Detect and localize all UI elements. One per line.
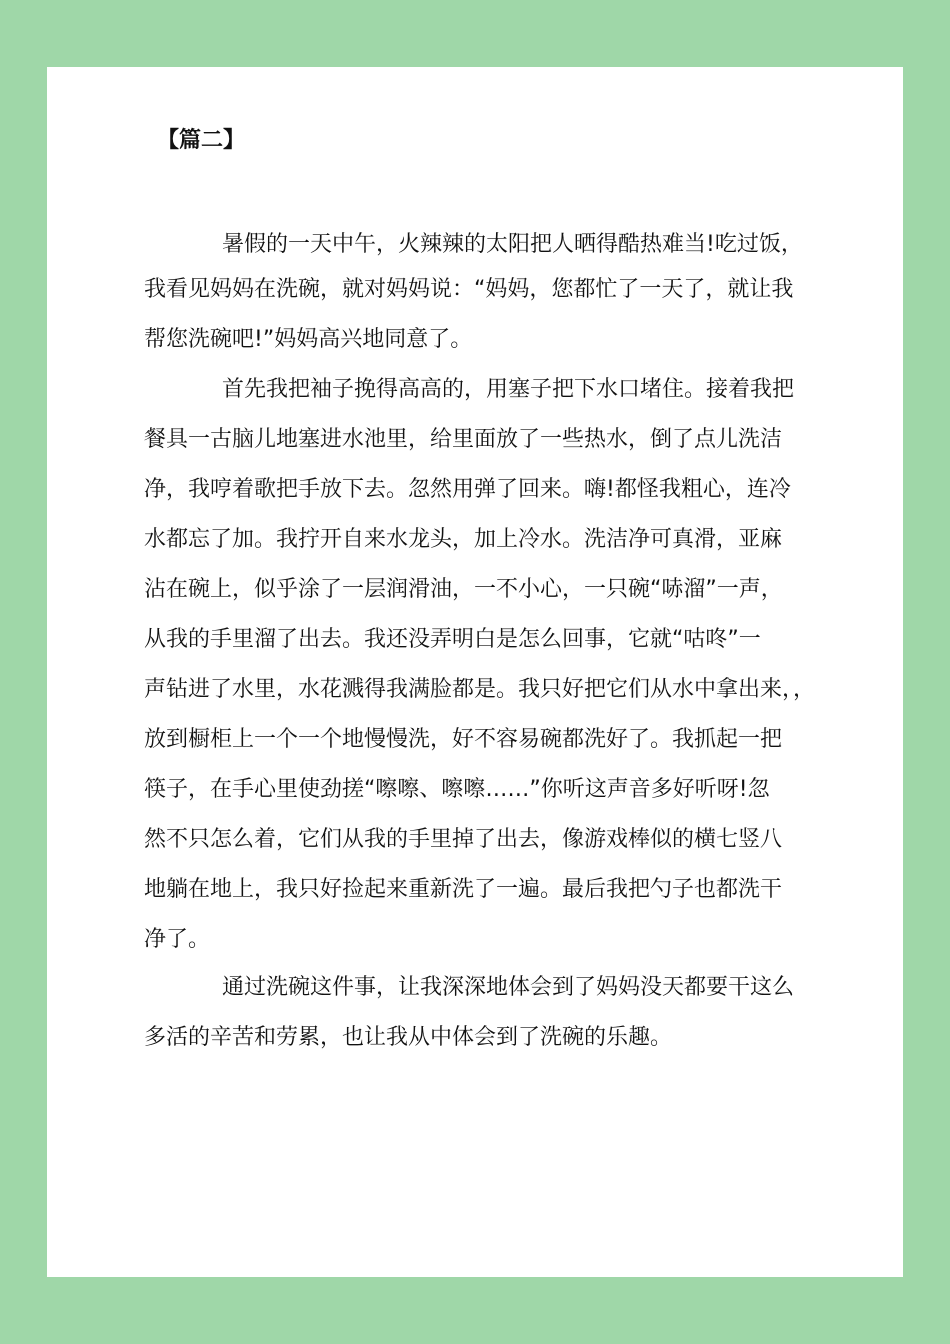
text-line: 声钻进了水里，水花溅得我满脸都是。我只好把它们从水中拿出来，，: [144, 677, 816, 702]
text-line: 净，我哼着歌把手放下去。忽然用弹了回来。嗨!都怪我粗心，连冷: [144, 477, 791, 502]
document-page: [47, 67, 903, 1277]
text-line: 筷子，在手心里使劲搓“嚓嚓、嚓嚓……”你听这声音多好听呀!忽: [144, 777, 770, 802]
text-line: 从我的手里溜了出去。我还没弄明白是怎么回事，它就“咕咚”一: [144, 627, 761, 652]
text-line: 净了。: [144, 927, 211, 952]
text-line: 帮您洗碗吧!”妈妈高兴地同意了。: [144, 327, 473, 352]
text-line: 首先我把袖子挽得高高的，用塞子把下水口堵住。接着我把: [222, 377, 795, 402]
text-line: 多活的辛苦和劳累，也让我从中体会到了洗碗的乐趣。: [144, 1025, 673, 1050]
text-line: 地躺在地上，我只好捡起来重新洗了一遍。最后我把勺子也都洗干: [144, 877, 783, 902]
text-line: 水都忘了加。我拧开自来水龙头，加上冷水。洗洁净可真滑，亚麻: [144, 527, 783, 552]
text-line: 沾在碗上，似乎涂了一层润滑油，一不小心，一只碗“哧溜”一声，: [144, 577, 783, 602]
text-line: 通过洗碗这件事，让我深深地体会到了妈妈没天都要干这么: [222, 975, 795, 1000]
text-line: 暑假的一天中午，火辣辣的太阳把人晒得酷热难当!吃过饭，: [222, 232, 803, 257]
text-line: 餐具一古脑儿地塞进水池里，给里面放了一些热水，倒了点儿洗洁: [144, 427, 783, 452]
text-line: 然不只怎么着，它们从我的手里掉了出去，像游戏棒似的横七竖八: [144, 827, 783, 852]
section-heading: 【篇二】: [157, 128, 246, 153]
text-line: 我看见妈妈在洗碗，就对妈妈说：“妈妈，您都忙了一天了，就让我: [144, 277, 794, 302]
text-line: 放到橱柜上一个一个地慢慢洗，好不容易碗都洗好了。我抓起一把: [144, 727, 783, 752]
